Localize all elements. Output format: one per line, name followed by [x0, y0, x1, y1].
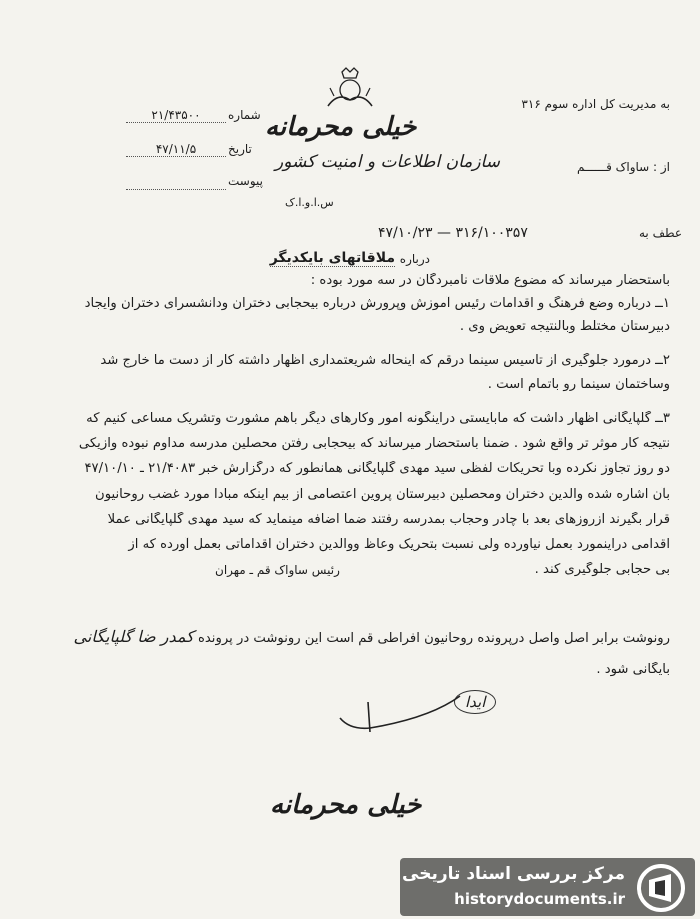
watermark-title: مرکز بررسی اسناد تاریخی — [402, 864, 625, 884]
watermark-url: historydocuments.ir — [454, 890, 625, 908]
to-line: به مدیریت کل اداره سوم ۳۱۶ — [521, 97, 670, 111]
initials: ایدا — [454, 690, 496, 714]
body-line: ۲ــ درمورد جلوگیری از تاسیس سینما درقم که اینحاله شریعتمداری اظهار داشته کار از دست ما خارج شد — [100, 353, 670, 368]
from-line: از : ساواک قــــــم — [576, 160, 670, 174]
org-name: سازمان اطلاعات و امنیت کشور — [275, 152, 500, 172]
date-value: ۴۷/۱۱/۵ — [126, 142, 226, 157]
signature-title: رئیس ساواک قم ـ مهران — [215, 563, 340, 577]
body-line: بی حجابی جلوگیری کند . — [534, 562, 670, 577]
body-line: نتیجه کار موثر تر واقع شود . ضمنا باستحضار میرساند که بیحجابی رفتن محصلین مدرسه مداوم نبوده وازیکی — [78, 436, 670, 451]
body-line: دبیرستان مختلط وبالنتیجه تعویض وی . — [459, 319, 670, 334]
body-line: وساختمان سینما رو باتمام است . — [487, 377, 670, 392]
subject-label: درباره — [399, 252, 430, 266]
watermark — [400, 858, 695, 916]
signature-scribble-icon — [310, 688, 470, 738]
attachment-value — [126, 188, 226, 190]
subject-value: ملاقاتهای بایکدیگر — [269, 250, 395, 266]
org-code: س.ا.و.ا.ک — [285, 196, 334, 209]
body-line: ۳ــ گلپایگانی اظهار داشت که مابایستی دراینگونه امور وکارهای دیگر باهم مشورت وتشریک مساعی کنیم که — [86, 411, 670, 426]
body-line: اقدامی دراینمورد بعمل نیاورده ولی نسبت بتحریک وعاظ ووالدین دختران اقداماتی بعمل آورده که از — [128, 537, 670, 552]
archive-logo-icon — [635, 862, 687, 914]
attachment-label: پیوست — [228, 174, 263, 188]
ref-value: ۴۷/۱۰/۲۳ — ۳۱۶/۱۰۰۳۵۷ — [378, 225, 528, 241]
number-value: ۲۱/۴۳۵۰۰ — [126, 108, 226, 123]
copy-line — [18, 627, 670, 646]
org-stamp: خیلی محرمانه — [265, 112, 417, 142]
copy-line-2: بایگانی شود . — [596, 662, 670, 677]
body-line: بآن اشاره شده والدین دختران ومحصلین دبیرستان پروین اعتصامی از بیم اینکه مبادا مورد غضب روحانیون — [95, 487, 670, 502]
copy-handwritten: کمدر ضا گلپایگانی — [73, 627, 194, 646]
ref-label: عطف به — [638, 226, 682, 240]
body-line: ۱ــ درباره وضع فرهنگ و اقدامات رئیس آموزش وپرورش درباره بیحجابی دختران ودانشسرای دختران وایجاد — [84, 296, 670, 311]
bottom-stamp: خیلی محرمانه — [270, 790, 422, 820]
body-line: دو روز تجاوز نکرده وبا تحریکات لفظی سید مهدی گلپایگانی همانطور که درگزارش خبر ۲۱/۴۰۸۳ ـ ۴۷/۱۰/۱۰ — [84, 461, 670, 476]
number-label: شماره — [228, 108, 261, 122]
copy-line-text: رونوشت برابر اصل واصل درپرونده روحانیون افراطی قم است این رونوشت در پرونده — [197, 631, 670, 646]
date-label: تاریخ — [228, 142, 252, 156]
body-line: قرار بگیرند ازروزهای بعد با چادر وحجاب بمدرسه رفتند ضما اضافه مینماید که سید مهدی گلپایگانی عملا — [107, 512, 670, 527]
lion-and-sun-crown-icon — [320, 66, 380, 112]
body-line: باستحضار میرساند که مضوع ملاقات نامبردگان در سه مورد بوده : — [310, 273, 670, 288]
